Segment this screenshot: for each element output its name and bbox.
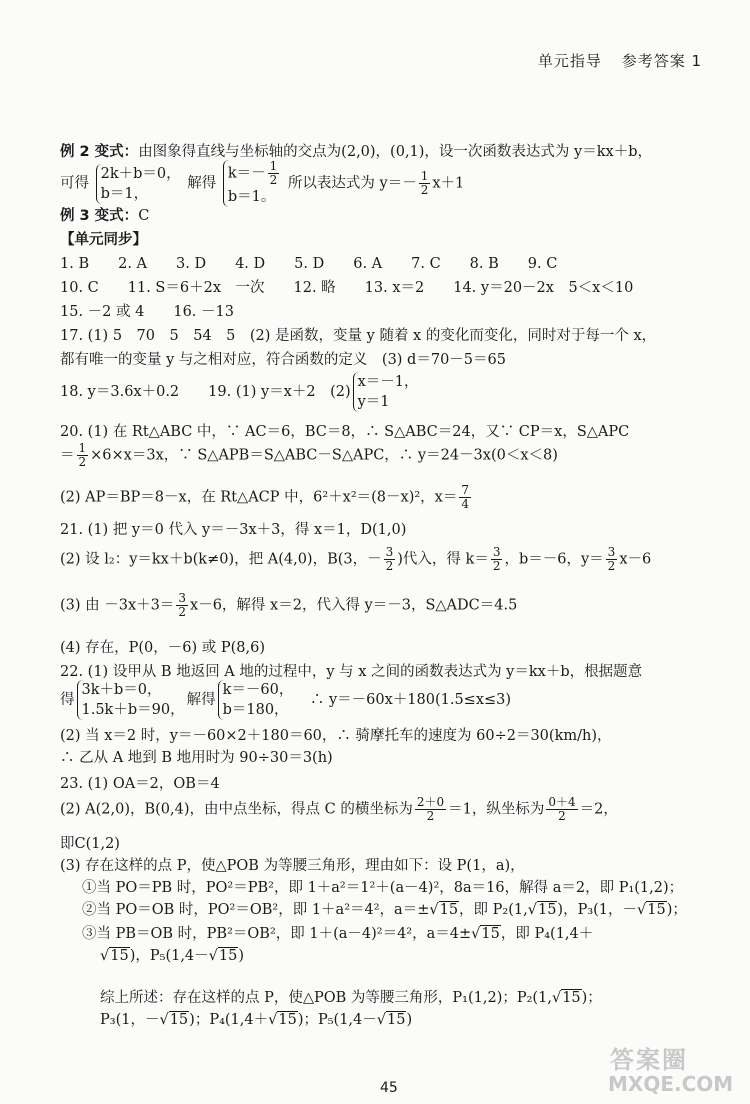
sum2-d: ) bbox=[406, 1012, 413, 1028]
ex2-line1 bbox=[60, 140, 652, 161]
ex3-answer: C bbox=[138, 208, 150, 224]
sys-b2: b＝1。 bbox=[227, 189, 276, 205]
q23b-a: (2) A(2,0)，B(0,4)，由中点坐标，得点 C 的横坐标为 bbox=[60, 801, 413, 818]
sqrt15: 15 bbox=[562, 990, 581, 1006]
q22-s3: k＝－60， bbox=[222, 682, 294, 698]
frac-den: 2 bbox=[492, 559, 501, 573]
header-section: 单元指导 bbox=[537, 52, 602, 70]
sum2-b: )；P₄(1,4＋ bbox=[189, 1012, 269, 1028]
c3b-b: ) bbox=[238, 948, 245, 964]
frac-den: 2 bbox=[607, 559, 616, 573]
q17-line2: 都有唯一的变量 y 与之相对应，符合函数的定义 (3) d＝70－5＝65 bbox=[60, 352, 506, 368]
frac-num: 0＋4 bbox=[548, 795, 576, 809]
frac-num: 7 bbox=[461, 483, 470, 497]
q22-mid: 解得 bbox=[186, 692, 216, 708]
sqrt15: 15 bbox=[387, 1012, 406, 1028]
frac-res bbox=[419, 170, 431, 197]
q21c-b: x－6，解得 x＝2，代入得 y＝－3，S△ADC＝4.5 bbox=[190, 597, 518, 614]
c2-c: )，P₃(1，－ bbox=[557, 902, 638, 918]
frac bbox=[384, 546, 396, 573]
c3-b: ，即 P₄(1,4＋ bbox=[500, 926, 594, 942]
q22-line2 bbox=[60, 680, 511, 720]
q23-line1: 23. (1) OA＝2，OB＝4 bbox=[60, 776, 220, 792]
answers-15-16: 15. －2 或 4 16. －13 bbox=[60, 304, 234, 320]
sqrt15: 15 bbox=[647, 902, 666, 918]
frac-half bbox=[268, 160, 280, 187]
ex2-solve: 解得 bbox=[187, 175, 217, 192]
frac-num: 3 bbox=[385, 545, 394, 559]
q21-line4: (4) 存在，P(0，－6) 或 P(8,6) bbox=[60, 640, 266, 656]
q23-case1: ①当 PO＝PB 时，PO²＝PB²，即 1＋a²＝1²＋(a－4)²，8a＝16，解得 a＝2，即 P₁(1,2)； bbox=[82, 880, 684, 896]
q21-line2 bbox=[60, 546, 651, 573]
sys-a1: 2k＋b＝0， bbox=[100, 165, 181, 182]
frac-num: 3 bbox=[492, 545, 501, 559]
c2-b: ，即 P₂(1, bbox=[459, 902, 528, 918]
frac bbox=[459, 484, 471, 511]
q20-line1: 20. (1) 在 Rt△ABC 中，∵ AC＝6，BC＝8，∴ S△ABC＝24，又∵ CP＝x，S△APC bbox=[60, 424, 630, 440]
ex2-pre: 可得 bbox=[60, 175, 89, 192]
sys-a2: b＝1， bbox=[100, 185, 149, 202]
frac-num: 3 bbox=[178, 591, 187, 605]
q22-line4: ∴ 乙从 A 地到 B 地用时为 90÷30＝3(h) bbox=[60, 750, 333, 766]
q22-line1: 22. (1) 设甲从 B 地返回 A 地的过程中，y 与 x 之间的函数表达式为 y＝kx＋b，根据题意 bbox=[60, 664, 643, 680]
sqrt15: 15 bbox=[218, 948, 238, 964]
q23-case3b: √15)，P₅(1,4－√15) bbox=[100, 948, 245, 964]
ex2-result: 所以表达式为 y＝－ bbox=[287, 175, 417, 192]
q21-line1: 21. (1) 把 y＝0 代入 y＝－3x＋3，得 x＝1，D(1,0) bbox=[60, 522, 407, 538]
q22-system1 bbox=[77, 680, 185, 720]
q19-s2: y＝1 bbox=[357, 394, 390, 410]
q22-s4: b＝180， bbox=[222, 702, 289, 718]
q18-text: 18. y＝3.6x＋0.2 19. (1) y＝x＋2 (2) bbox=[60, 384, 351, 400]
sqrt15: 15 bbox=[481, 926, 500, 942]
frac-den: 2 bbox=[385, 559, 394, 573]
q17-line1: 17. (1) 5 70 5 54 5 (2) 是函数，变量 y 随着 x 的变化而变化，同时对于每一个 x， bbox=[60, 328, 657, 344]
ex2-text: 由图象得直线与坐标轴的交点为(2,0)，(0,1)，设一次函数表达式为 y＝kx＋b， bbox=[138, 144, 652, 160]
watermark-url: MXQE.COM bbox=[608, 1072, 734, 1096]
q19-system bbox=[353, 372, 419, 412]
ex2-label: 例 2 变式： bbox=[60, 144, 139, 160]
running-header bbox=[524, 50, 702, 71]
q21-a: (2) 设 l₂：y＝kx＋b(k≠0)，把 A(4,0)，B(3，－ bbox=[60, 551, 382, 568]
q23-case2: ②当 PO＝OB 时，PO²＝OB²，即 1＋a²＝4²，a＝±√15，即 P₂(1,√15)，P₃(1，－√15)； bbox=[82, 902, 687, 918]
q21c-a: (3) 由 －3x＋3＝ bbox=[60, 597, 175, 614]
frac-den: 2 bbox=[78, 455, 87, 469]
ex2-line2 bbox=[60, 160, 464, 207]
q20-tail: ×6×x＝3x，∵ S△APB＝S△ABC－S△APC，∴ y＝24－3x(0＜x＜8) bbox=[90, 447, 558, 464]
q20-part2: (2) AP＝BP＝8－x，在 Rt△ACP 中，6²＋x²＝(8－x)²，x＝ bbox=[60, 489, 458, 506]
watermark-logo: 答案圈 bbox=[610, 1046, 688, 1074]
c2-d: )； bbox=[666, 902, 687, 918]
frac bbox=[546, 796, 577, 823]
frac bbox=[415, 796, 446, 823]
unit-heading bbox=[60, 228, 147, 249]
frac-num: 3 bbox=[607, 545, 616, 559]
q23-summary1: 综上所述：存在这样的点 P，使△POB 为等腰三角形，P₁(1,2)；P₂(1,√15)； bbox=[100, 990, 602, 1006]
q20-pre: ＝ bbox=[60, 447, 75, 464]
q22-s1: 3k＋b＝0， bbox=[81, 682, 162, 698]
page-number: 45 bbox=[380, 1080, 398, 1096]
frac-num: 1 bbox=[78, 441, 87, 455]
q22-tail: ∴ y＝－60x＋180(1.5≤x≤3) bbox=[309, 692, 512, 708]
frac bbox=[491, 546, 503, 573]
q23-line4: (3) 存在这样的点 P，使△POB 为等腰三角形，理由如下：设 P(1，a)， bbox=[60, 858, 525, 874]
frac-den: 2 bbox=[178, 605, 187, 619]
frac-den: 4 bbox=[461, 497, 470, 511]
answers-10-14: 10. C 11. S＝6＋2x 一次 12. 略 13. x＝2 14. y＝20－2x 5＜x＜10 bbox=[60, 280, 634, 296]
q22-s2: 1.5k＋b＝90， bbox=[81, 702, 185, 718]
frac bbox=[176, 592, 188, 619]
q22-pre: 得 bbox=[60, 692, 75, 708]
q19-s1: x＝－1， bbox=[357, 374, 419, 390]
sum-b: )； bbox=[581, 990, 602, 1006]
sqrt15: 15 bbox=[278, 1012, 297, 1028]
sum2-c: )；P₅(1,4－ bbox=[297, 1012, 377, 1028]
q20-line3 bbox=[60, 484, 473, 511]
q23b-c: ＝2， bbox=[579, 801, 618, 818]
sqrt15: 15 bbox=[537, 902, 557, 918]
q23-line2 bbox=[60, 796, 618, 823]
frac-num: 1 bbox=[269, 159, 278, 173]
q21-line3 bbox=[60, 592, 517, 619]
q18-19 bbox=[60, 372, 421, 412]
c3-a: ③当 PB＝OB 时，PB²＝OB²，即 1＋(a－4)²＝4²，a＝4± bbox=[82, 926, 472, 942]
q23-case3: ③当 PB＝OB 时，PB²＝OB²，即 1＋(a－4)²＝4²，a＝4±√15，即 P₄(1,4＋ bbox=[82, 926, 594, 942]
sum2-a: P₃(1，－ bbox=[100, 1012, 160, 1028]
sys-b1k: k＝－ bbox=[227, 165, 266, 182]
answers-1-9: 1. B 2. A 3. D 4. D 5. D 6. A 7. C 8. B 9. C bbox=[60, 256, 558, 272]
sum-a: 综上所述：存在这样的点 P，使△POB 为等腰三角形，P₁(1,2)；P₂(1, bbox=[100, 990, 552, 1006]
ex2-result-tail: x＋1 bbox=[432, 175, 465, 192]
frac-num: 1 bbox=[420, 169, 429, 183]
header-title: 参考答案 1 bbox=[621, 52, 702, 70]
q23-summary2: P₃(1，－√15)；P₄(1,4＋√15)；P₅(1,4－√15) bbox=[100, 1012, 413, 1028]
ex3-label: 例 3 变式： bbox=[60, 208, 139, 224]
sys-b1 bbox=[228, 160, 281, 187]
frac bbox=[606, 546, 618, 573]
c2-a: ②当 PO＝OB 时，PO²＝OB²，即 1＋a²＝4²，a＝± bbox=[82, 902, 430, 918]
system-b bbox=[223, 160, 281, 207]
system-a bbox=[96, 164, 181, 204]
sqrt15: 15 bbox=[110, 948, 129, 964]
q20-line2 bbox=[60, 442, 558, 469]
q22-line3: (2) 当 x＝2 时，y＝－60×2＋180＝60，∴ 骑摩托车的速度为 60÷2＝30(km/h)， bbox=[60, 728, 612, 744]
q22-system2 bbox=[218, 680, 294, 720]
frac-num: 2＋0 bbox=[416, 795, 445, 809]
frac-den: 2 bbox=[420, 183, 429, 197]
c3b-a: ，P₅(1,4－ bbox=[135, 948, 209, 964]
q21-c: ，b＝－6，y＝ bbox=[504, 551, 604, 568]
frac-den: 2 bbox=[426, 809, 435, 823]
frac bbox=[77, 442, 89, 469]
ex3-line bbox=[60, 204, 149, 225]
frac-den: 2 bbox=[269, 173, 278, 187]
sqrt15: 15 bbox=[169, 1012, 189, 1028]
unit-label: 【单元同步】 bbox=[60, 232, 147, 248]
q21-b: )代入，得 k＝ bbox=[397, 551, 489, 568]
frac-den: 2 bbox=[558, 809, 566, 823]
q23-line3: 即C(1,2) bbox=[60, 836, 120, 852]
q23b-b: ＝1，纵坐标为 bbox=[448, 801, 545, 818]
sqrt15: 15 bbox=[439, 902, 459, 918]
q21-e: x－6 bbox=[619, 551, 652, 568]
